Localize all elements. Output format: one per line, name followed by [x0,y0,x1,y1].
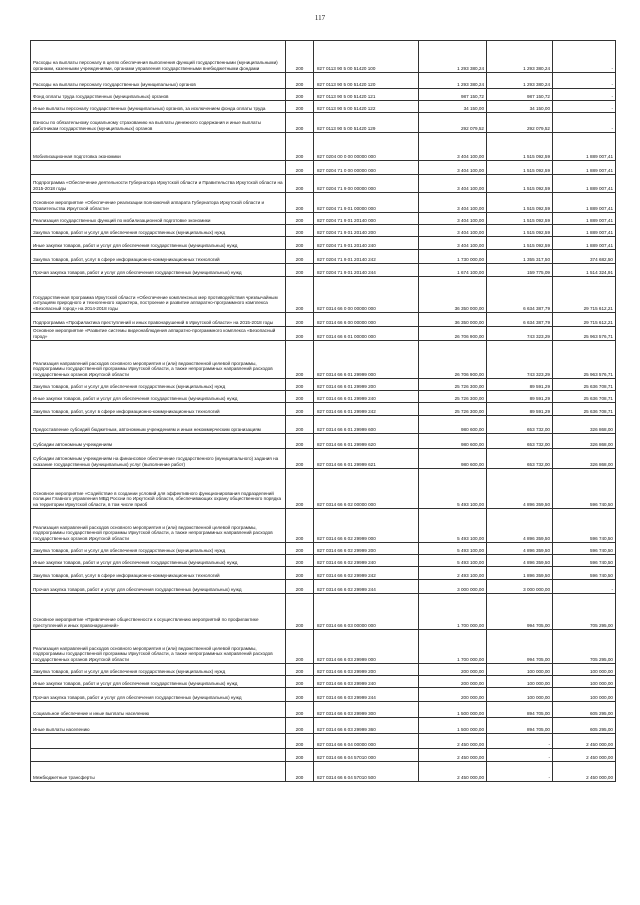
row-name-cell: Предоставление субсидий бюджетным, автономным учреждениям и иным некоммерческим организациям [31,416,286,434]
row-approved-cell: 980 600,00 [419,416,487,434]
row-remainder-cell: 1 889 007,41 [553,225,616,237]
row-approved-cell: 2 450 000,00 [419,749,487,762]
row-grbs-cell: 200 [286,469,314,509]
table-row [31,391,616,403]
row-name-cell: Расходы на выплаты персоналу государственных (муниципальных) органов [31,73,286,89]
row-name-cell: Иные выплаты персоналу государственных (муниципальных) органов, за исключением фонда оплаты труда [31,101,286,113]
table-row [31,676,616,688]
budget-table-body [31,41,616,782]
row-executed-cell: 1 515 092,59 [487,133,553,161]
table-row [31,749,616,762]
row-approved-cell: 200 000,00 [419,676,487,688]
row-code-cell: 827 0113 90 5 00 51420 120 [314,73,419,89]
row-remainder-cell: 25 963 576,71 [553,341,616,379]
row-approved-cell: 26 706 900,00 [419,327,487,341]
row-name-cell: Закупка товаров, работ и услуг для обеспечения государственных (муниципальных) нужд [31,379,286,391]
row-name-cell: Взносы по обязательному социальному страхованию на выплаты денежного содержания и иные выплаты работникам государственных (муниципальных) органов [31,113,286,133]
row-name-cell: Закупка товаров, работ и услуг для обеспечения государственных (муниципальных) нужд [31,664,286,676]
row-grbs-cell: 200 [286,688,314,702]
row-remainder-cell: 605 295,00 [553,702,616,718]
row-executed-cell: 4 896 359,50 [487,469,553,509]
row-approved-cell: 292 079,52 [419,113,487,133]
table-row [31,594,616,630]
row-grbs-cell: 200 [286,175,314,193]
row-grbs-cell: 200 [286,449,314,469]
row-approved-cell: 980 600,00 [419,449,487,469]
row-approved-cell: 200 000,00 [419,664,487,676]
row-remainder-cell: 596 740,50 [553,469,616,509]
table-row [31,379,616,391]
row-grbs-cell: 200 [286,734,314,749]
row-grbs-cell: 200 [286,73,314,89]
row-approved-cell: 3 404 100,00 [419,175,487,193]
row-name-cell: Основное мероприятие «Обеспечение реализации полномочий аппарата Губернатора Иркутской области и Правительства Иркутской области» [31,193,286,213]
row-remainder-cell: 1 889 007,41 [553,213,616,225]
row-remainder-cell: - [553,73,616,89]
row-remainder-cell: - [553,89,616,101]
row-grbs-cell: 200 [286,676,314,688]
row-name-cell: Реализация направлений расходов основного мероприятия и (или) ведомственной целевой программы, подпрограммы государственной программы Иркутской области, а также непрограммных направлений расходов государственных органов Иркутской области [31,341,286,379]
table-row [31,193,616,213]
row-remainder-cell: - [553,113,616,133]
row-name-cell: Реализация направлений расходов основного мероприятия и (или) ведомственной целевой программы, подпрограммы государственной программы Иркутской области, а также непрограммных направлений расходов государственных органов Иркутской области [31,509,286,543]
row-remainder-cell: 374 682,50 [553,250,616,264]
row-grbs-cell: 200 [286,416,314,434]
row-grbs-cell: 200 [286,762,314,782]
row-executed-cell: 4 896 359,50 [487,509,553,543]
row-approved-cell: 36 350 000,00 [419,313,487,327]
row-approved-cell: 1 293 380,24 [419,73,487,89]
row-approved-cell: 1 700 000,00 [419,594,487,630]
table-row [31,403,616,416]
row-name-cell: Закупка товаров, работ и услуг для обеспечения государственных (муниципальных) нужд [31,225,286,237]
row-executed-cell: 987 150,72 [487,89,553,101]
row-approved-cell: 26 706 900,00 [419,341,487,379]
row-code-cell: 827 0314 66 6 01 29999 000 [314,341,419,379]
table-row [31,101,616,113]
table-row [31,341,616,379]
table-row [31,469,616,509]
row-remainder-cell: 705 295,00 [553,630,616,664]
row-executed-cell: 743 323,29 [487,341,553,379]
row-code-cell: 827 0314 66 6 02 00000 000 [314,469,419,509]
table-row [31,543,616,555]
row-approved-cell: 200 000,00 [419,688,487,702]
row-approved-cell: 1 293 380,24 [419,41,487,73]
row-approved-cell: 1 500 000,00 [419,718,487,734]
row-grbs-cell: 200 [286,341,314,379]
row-grbs-cell: 200 [286,277,314,313]
row-name-cell: Государственная программа Иркутской области «Обеспечение комплексных мер противодействия чрезвычайным ситуациям природного и техногенного характера, построение и развитие аппаратно-программного комплекса «Безопасный город» на 2014-2018 годы [31,277,286,313]
row-name-cell: Закупка товаров, работ, услуг в сфере информационно-коммуникационных технологий [31,403,286,416]
row-name-cell: Мобилизационная подготовка экономики [31,133,286,161]
row-remainder-cell: 25 963 576,71 [553,327,616,341]
table-row [31,434,616,449]
row-approved-cell: 3 404 100,00 [419,161,487,175]
row-code-cell: 827 0314 66 6 01 29999 240 [314,391,419,403]
row-remainder-cell: 1 889 007,41 [553,193,616,213]
row-executed-cell: 34 150,00 [487,101,553,113]
row-executed-cell: 1 515 092,59 [487,175,553,193]
row-approved-cell: 2 450 000,00 [419,734,487,749]
table-row [31,250,616,264]
row-executed-cell: 1 293 380,24 [487,41,553,73]
table-row [31,237,616,250]
table-row [31,213,616,225]
row-grbs-cell: 200 [286,101,314,113]
row-code-cell: 827 0314 66 6 03 29999 360 [314,718,419,734]
row-remainder-cell: 605 295,00 [553,718,616,734]
row-grbs-cell: 200 [286,702,314,718]
table-row [31,630,616,664]
row-executed-cell: 1 515 092,59 [487,161,553,175]
row-grbs-cell: 200 [286,313,314,327]
row-remainder-cell: 1 514 324,91 [553,264,616,277]
row-executed-cell: 6 634 387,79 [487,313,553,327]
row-approved-cell: 5 493 100,00 [419,509,487,543]
row-remainder-cell: 1 889 007,41 [553,237,616,250]
row-remainder-cell: 596 740,50 [553,509,616,543]
table-row [31,664,616,676]
row-name-cell: Прочая закупка товаров, работ и услуг для обеспечения государственных (муниципальных) нужд [31,580,286,594]
row-code-cell: 827 0314 66 6 03 29999 240 [314,676,419,688]
row-remainder-cell: 25 636 708,71 [553,403,616,416]
row-executed-cell: - [487,762,553,782]
table-row [31,416,616,434]
row-code-cell: 827 0314 66 6 01 29999 600 [314,416,419,434]
row-remainder-cell: 1 889 007,41 [553,175,616,193]
row-remainder-cell: 326 868,00 [553,416,616,434]
row-name-cell: Основное мероприятие «Развитие системы видеонаблюдения аппаратно-программного комплекса «Безопасный город» [31,327,286,341]
row-approved-cell: 34 150,00 [419,101,487,113]
row-approved-cell: 2 450 000,00 [419,762,487,782]
row-name-cell [31,749,286,762]
row-remainder-cell: 1 889 007,41 [553,133,616,161]
row-name-cell: Подпрограмма «Обеспечение деятельности Губернатора Иркутской области и Правительства Иркутской области на 2015-2018 годы [31,175,286,193]
row-grbs-cell: 200 [286,193,314,213]
row-code-cell: 827 0314 66 6 01 00000 000 [314,327,419,341]
row-remainder-cell: 29 715 612,21 [553,277,616,313]
row-grbs-cell: 200 [286,555,314,567]
row-code-cell: 827 0314 66 6 01 29999 242 [314,403,419,416]
row-name-cell: Закупка товаров, работ, услуг в сфере информационно-коммуникационных технологий [31,250,286,264]
row-grbs-cell: 200 [286,630,314,664]
row-remainder-cell: 100 000,00 [553,688,616,702]
table-row [31,567,616,580]
row-grbs-cell: 200 [286,250,314,264]
table-row [31,264,616,277]
row-code-cell: 827 0204 00 0 00 00000 000 [314,133,419,161]
row-name-cell [31,161,286,175]
row-grbs-cell: 200 [286,161,314,175]
row-approved-cell: 1 700 000,00 [419,630,487,664]
row-executed-cell: 1 896 359,50 [487,567,553,580]
row-executed-cell: 100 000,00 [487,676,553,688]
row-grbs-cell: 200 [286,403,314,416]
row-remainder-cell: 25 636 708,71 [553,379,616,391]
row-name-cell: Субсидии автономным учреждениям на финансовое обеспечение государственного (муниципального) задания на оказание государственных (муниципальных) услуг (выполнение работ) [31,449,286,469]
row-code-cell: 827 0204 71 9 01 20140 244 [314,264,419,277]
budget-table [30,40,616,782]
row-executed-cell: 89 591,29 [487,379,553,391]
row-grbs-cell: 200 [286,327,314,341]
row-executed-cell: 894 705,00 [487,718,553,734]
row-code-cell: 827 0314 66 6 04 00000 000 [314,734,419,749]
row-approved-cell: 25 726 300,00 [419,403,487,416]
table-row [31,555,616,567]
row-name-cell: Иные закупки товаров, работ и услуг для обеспечения государственных (муниципальных) нужд [31,676,286,688]
row-code-cell: 827 0314 66 6 02 29999 200 [314,543,419,555]
row-remainder-cell: 2 450 000,00 [553,762,616,782]
table-row [31,327,616,341]
row-executed-cell: 1 515 092,59 [487,193,553,213]
row-executed-cell: 100 000,00 [487,688,553,702]
row-code-cell: 827 0204 71 9 01 00000 000 [314,193,419,213]
row-grbs-cell: 200 [286,434,314,449]
row-grbs-cell: 200 [286,264,314,277]
row-executed-cell: 3 000 000,00 [487,580,553,594]
row-grbs-cell: 200 [286,594,314,630]
table-row [31,580,616,594]
row-code-cell: 827 0314 66 0 00 00000 000 [314,277,419,313]
row-approved-cell: 1 500 000,00 [419,702,487,718]
row-remainder-cell: 100 000,00 [553,664,616,676]
table-row [31,41,616,73]
row-code-cell: 827 0204 71 9 01 20140 000 [314,213,419,225]
row-code-cell: 827 0314 66 6 03 00000 000 [314,594,419,630]
row-remainder-cell: 2 450 000,00 [553,749,616,762]
row-grbs-cell: 200 [286,89,314,101]
row-executed-cell: 1 515 092,59 [487,225,553,237]
table-row [31,161,616,175]
row-approved-cell: 3 404 100,00 [419,225,487,237]
row-approved-cell: 2 493 100,00 [419,567,487,580]
row-code-cell: 827 0314 66 6 03 29999 300 [314,702,419,718]
row-grbs-cell: 200 [286,225,314,237]
row-approved-cell: 3 404 100,00 [419,133,487,161]
row-approved-cell: 980 600,00 [419,434,487,449]
row-approved-cell: 36 350 000,00 [419,277,487,313]
row-executed-cell: 743 323,29 [487,327,553,341]
row-executed-cell: 159 775,09 [487,264,553,277]
table-row [31,133,616,161]
table-row [31,702,616,718]
row-approved-cell: 5 493 100,00 [419,555,487,567]
row-code-cell: 827 0113 90 5 00 51420 129 [314,113,419,133]
row-grbs-cell: 200 [286,213,314,225]
row-grbs-cell: 200 [286,391,314,403]
row-approved-cell: 25 726 300,00 [419,379,487,391]
row-code-cell: 827 0314 66 6 00 00000 000 [314,313,419,327]
row-approved-cell: 3 404 100,00 [419,213,487,225]
row-name-cell: Основное мероприятие «Привлечение общественности к осуществлению мероприятий по профилактике преступлений и иных правонарушений» [31,594,286,630]
row-name-cell: Основное мероприятие «Содействие в создании условий для эффективного функционирования подразделений полиции Главного управления МВД России по Иркутской области, обеспечивающих охрану общественного порядка на территории Иркутской области, в том числе приоб [31,469,286,509]
row-executed-cell: 4 896 359,50 [487,555,553,567]
row-executed-cell: 1 355 317,50 [487,250,553,264]
row-approved-cell: 25 726 300,00 [419,391,487,403]
row-remainder-cell: - [553,101,616,113]
row-executed-cell: 4 896 359,50 [487,543,553,555]
row-name-cell [31,734,286,749]
row-approved-cell: 3 000 000,00 [419,580,487,594]
row-name-cell: Межбюджетные трансферты [31,762,286,782]
row-code-cell: 827 0314 66 6 02 29999 000 [314,509,419,543]
row-grbs-cell: 200 [286,237,314,250]
row-approved-cell: 5 493 100,00 [419,469,487,509]
row-name-cell: Фонд оплаты труда государственных (муниципальных) органов [31,89,286,101]
row-remainder-cell: 2 450 000,00 [553,734,616,749]
row-executed-cell: 6 634 387,79 [487,277,553,313]
row-code-cell: 827 0314 66 6 02 29999 242 [314,567,419,580]
table-row [31,277,616,313]
row-remainder-cell: 25 636 708,71 [553,391,616,403]
row-grbs-cell: 200 [286,580,314,594]
row-remainder-cell: 29 715 612,21 [553,313,616,327]
row-name-cell: Иные закупки товаров, работ и услуг для обеспечения государственных (муниципальных) нужд [31,237,286,250]
row-executed-cell: 89 591,29 [487,391,553,403]
row-code-cell: 827 0113 90 5 00 51420 121 [314,89,419,101]
table-row [31,734,616,749]
table-row [31,762,616,782]
row-approved-cell: 3 404 100,00 [419,193,487,213]
row-executed-cell: - [487,734,553,749]
row-executed-cell: 994 705,00 [487,594,553,630]
table-row [31,89,616,101]
row-executed-cell: 894 705,00 [487,702,553,718]
table-row [31,449,616,469]
row-code-cell: 827 0314 66 6 04 57010 500 [314,762,419,782]
table-row [31,225,616,237]
row-name-cell: Иные закупки товаров, работ и услуг для обеспечения государственных (муниципальных) нужд [31,555,286,567]
page-number: 117 [314,14,326,22]
row-code-cell: 827 0314 66 6 03 29999 200 [314,664,419,676]
row-executed-cell: 292 079,52 [487,113,553,133]
row-code-cell: 827 0314 66 6 01 29999 621 [314,449,419,469]
row-grbs-cell: 200 [286,567,314,580]
row-code-cell: 827 0314 66 6 01 29999 200 [314,379,419,391]
row-executed-cell: 1 293 380,24 [487,73,553,89]
row-remainder-cell: 596 740,50 [553,567,616,580]
row-name-cell: Закупка товаров, работ и услуг для обеспечения государственных (муниципальных) нужд [31,543,286,555]
row-remainder-cell: 705 295,00 [553,594,616,630]
table-row [31,113,616,133]
row-name-cell: Социальное обеспечение и иные выплаты населению [31,702,286,718]
row-executed-cell: 653 732,00 [487,434,553,449]
row-executed-cell: 1 515 092,59 [487,213,553,225]
table-row [31,313,616,327]
row-grbs-cell: 200 [286,749,314,762]
row-code-cell: 827 0204 71 9 01 20140 242 [314,250,419,264]
table-row [31,509,616,543]
row-code-cell: 827 0314 66 6 03 29999 000 [314,630,419,664]
row-executed-cell: 1 515 092,59 [487,237,553,250]
row-code-cell: 827 0204 71 9 01 20140 200 [314,225,419,237]
row-name-cell: Расходы на выплаты персоналу в целях обеспечения выполнения функций государственными (муниципальными) органами, казенными учреждениями, органами управления государственными внебюджетными фондами [31,41,286,73]
row-code-cell: 827 0314 66 6 04 57010 000 [314,749,419,762]
row-approved-cell: 5 493 100,00 [419,543,487,555]
row-executed-cell: - [487,749,553,762]
row-grbs-cell: 200 [286,718,314,734]
row-approved-cell: 987 150,72 [419,89,487,101]
row-remainder-cell: - [553,41,616,73]
row-approved-cell: 1 730 000,00 [419,250,487,264]
row-executed-cell: 653 732,00 [487,449,553,469]
row-executed-cell: 653 732,00 [487,416,553,434]
row-code-cell: 827 0314 66 6 01 29999 620 [314,434,419,449]
row-approved-cell: 3 404 100,00 [419,237,487,250]
row-remainder-cell: 596 740,50 [553,555,616,567]
row-grbs-cell: 200 [286,379,314,391]
row-remainder-cell: - [553,580,616,594]
row-code-cell: 827 0204 71 9 01 20140 240 [314,237,419,250]
row-name-cell: Прочая закупка товаров, работ и услуг для обеспечения государственных (муниципальных) нужд [31,264,286,277]
row-remainder-cell: 100 000,00 [553,676,616,688]
row-executed-cell: 994 705,00 [487,630,553,664]
row-code-cell: 827 0113 90 5 00 51420 122 [314,101,419,113]
table-row [31,175,616,193]
row-name-cell: Закупка товаров, работ, услуг в сфере информационно-коммуникационных технологий [31,567,286,580]
row-name-cell: Иные выплаты населению [31,718,286,734]
row-name-cell: Прочая закупка товаров, работ и услуг для обеспечения государственных (муниципальных) нужд [31,688,286,702]
table-row [31,73,616,89]
table-row [31,688,616,702]
row-code-cell: 827 0314 66 6 03 29999 244 [314,688,419,702]
row-code-cell: 827 0314 66 6 02 29999 240 [314,555,419,567]
row-grbs-cell: 200 [286,113,314,133]
row-name-cell: Подпрограмма «Профилактика преступлений и иных правонарушений в Иркутской области» на 2015-2018 годы [31,313,286,327]
row-remainder-cell: 596 740,50 [553,543,616,555]
row-name-cell: Реализация государственных функций по мобилизационной подготовке экономики [31,213,286,225]
row-name-cell: Реализация направлений расходов основного мероприятия и (или) ведомственной целевой программы, подпрограммы государственной программы Иркутской области, а также непрограммных направлений расходов государственных органов Иркутской области [31,630,286,664]
row-grbs-cell: 200 [286,133,314,161]
row-remainder-cell: 1 889 007,41 [553,161,616,175]
row-grbs-cell: 200 [286,41,314,73]
row-remainder-cell: 326 868,00 [553,434,616,449]
row-code-cell: 827 0204 71 9 00 00000 000 [314,175,419,193]
row-name-cell: Субсидии автономным учреждениям [31,434,286,449]
row-executed-cell: 89 591,29 [487,403,553,416]
row-code-cell: 827 0204 71 0 00 00000 000 [314,161,419,175]
table-row [31,718,616,734]
row-remainder-cell: 326 868,00 [553,449,616,469]
row-approved-cell: 1 674 100,00 [419,264,487,277]
row-grbs-cell: 200 [286,664,314,676]
row-grbs-cell: 200 [286,509,314,543]
row-grbs-cell: 200 [286,543,314,555]
row-executed-cell: 100 000,00 [487,664,553,676]
row-code-cell: 827 0113 90 5 00 51420 100 [314,41,419,73]
row-name-cell: Иные закупки товаров, работ и услуг для обеспечения государственных (муниципальных) нужд [31,391,286,403]
row-code-cell: 827 0314 66 6 02 29999 244 [314,580,419,594]
